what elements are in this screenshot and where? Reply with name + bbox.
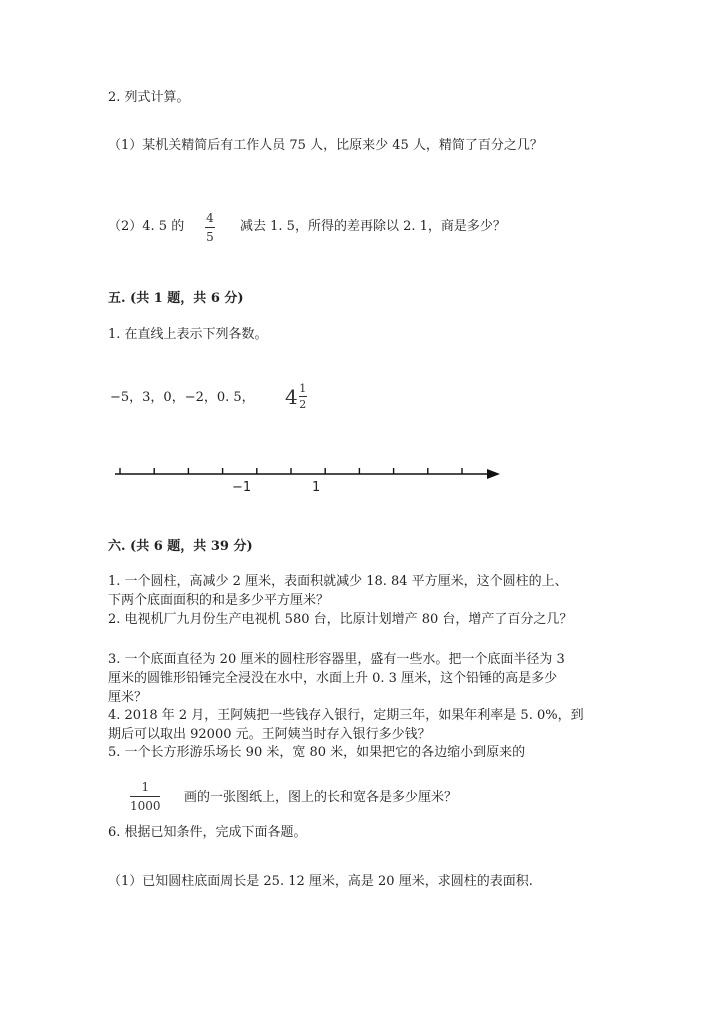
fraction-one-thousandth — [130, 780, 161, 813]
number-line-arrow-icon — [487, 469, 500, 479]
section-6-q4-line-1: 4. 2018 年 2 月，王阿姨把一些钱存入银行，定期三年，如果年利率是 5. 0%，到 — [108, 708, 584, 723]
number-line-ticks — [120, 468, 462, 474]
section-5-question-1: 1. 在直线上表示下列各数。 — [108, 327, 268, 342]
axis-label-negative-one: −1 — [232, 480, 252, 495]
section-6-q1-line-1: 1. 一个圆柱，高减少 2 厘米，表面积就减少 18. 84 平方厘米，这个圆柱的上、 — [108, 574, 568, 589]
question-2-part-2-prefix: （2）4. 5 的 — [108, 219, 185, 234]
section-6-q4-line-2: 期后可以取出 92000 元。王阿姨当时存入银行多少钱？ — [108, 727, 431, 742]
section-6-q3-line-1: 3. 一个底面直径为 20 厘米的圆柱形容器里，盛有一些水。把一个底面半径为 3 — [108, 652, 565, 667]
fraction-numerator: 1 — [141, 780, 150, 794]
section-5-title: 五. (共 1 题，共 6 分) — [108, 291, 244, 306]
question-2-heading: 2. 列式计算。 — [108, 90, 190, 105]
mixed-number-denominator: 2 — [299, 398, 307, 411]
section-6-q6-part-1: （1）已知圆柱底面周长是 25. 12 厘米，高是 20 厘米，求圆柱的表面积. — [108, 874, 533, 889]
section-6-q3-line-2: 厘米的圆锥形铅锤完全浸没在水中，水面上升 0. 3 厘米，这个铅锤的高是多少 — [108, 671, 558, 686]
section-6-q5-line-1: 5. 一个长方形游乐场长 90 米，宽 80 米，如果把它的各边缩小到原来的 — [108, 745, 526, 760]
axis-label-positive-one: 1 — [312, 480, 321, 495]
question-2-part-1: （1）某机关精简后有工作人员 75 人，比原来少 45 人，精简了百分之几？ — [108, 138, 543, 153]
fraction-denominator: 1000 — [130, 799, 161, 813]
mixed-number-numerator: 1 — [299, 382, 307, 395]
section-6-title: 六. (共 6 题，共 39 分) — [108, 539, 253, 554]
section-6-q6: 6. 根据已知条件，完成下面各题。 — [108, 825, 307, 840]
mixed-number-whole: 4 — [285, 384, 298, 409]
fraction-numerator: 4 — [206, 211, 214, 225]
fraction-bar — [130, 796, 160, 797]
section-6-q3-line-3: 厘米？ — [108, 690, 148, 705]
number-list: −5，3，0，−2，0. 5， — [110, 390, 255, 405]
section-6-q1-line-2: 下两个底面面积的和是多少平方厘米？ — [108, 593, 330, 608]
section-6-q5-line-2: 画的一张图纸上，图上的长和宽各是多少厘米？ — [184, 790, 458, 805]
question-2-part-2-suffix: 减去 1. 5，所得的差再除以 2. 1，商是多少？ — [240, 219, 506, 234]
fraction-denominator: 5 — [206, 230, 214, 244]
section-6-q2: 2. 电视机厂九月份生产电视机 580 台，比原计划增产 80 台，增产了百分之几？ — [108, 612, 573, 627]
